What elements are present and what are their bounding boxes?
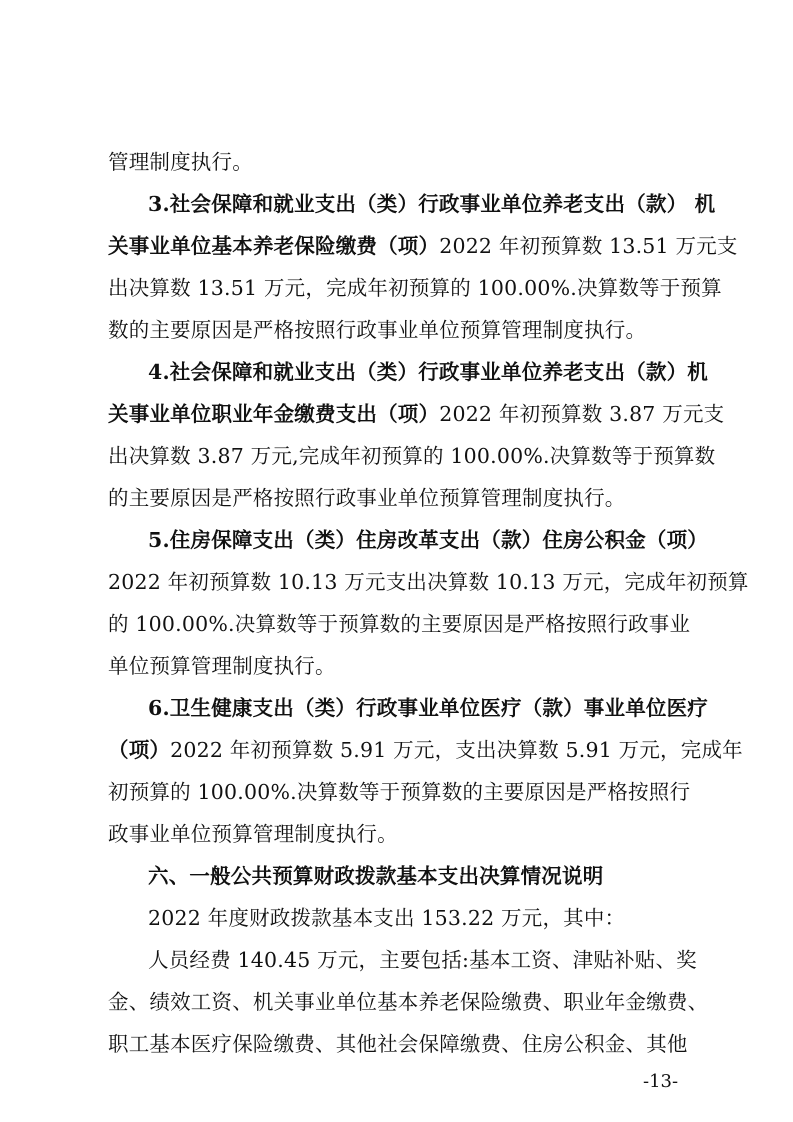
page-number: -13- xyxy=(643,1071,679,1092)
item-4-heading-line xyxy=(148,358,708,386)
item-3-heading-line xyxy=(148,190,716,218)
item-4-heading-cont: 关事业单位职业年金缴费支出（项） xyxy=(108,402,440,426)
item-6-heading-cont: （项） xyxy=(108,738,171,762)
body-text: 单位预算管理制度执行。 xyxy=(108,654,336,678)
item-3-line xyxy=(108,232,738,260)
item-5-line xyxy=(108,652,698,680)
body-text: 2022 年初预算数 3.87 万元支 xyxy=(439,402,725,426)
body-text: 2022 年初预算数 5.91 万元，支出决算数 5.91 万元，完成年 xyxy=(170,738,743,762)
personnel-expense-line xyxy=(108,988,709,1016)
body-text: 出决算数 13.51 万元，完成年初预算的 100.00%.决算数等于预算 xyxy=(108,276,722,300)
body-text: 出决算数 3.87 万元,完成年初预算的 100.00%.决算数等于预算数 xyxy=(108,444,716,468)
item-4-line xyxy=(108,400,725,428)
item-5-line xyxy=(108,568,749,596)
body-text: 管理制度执行。 xyxy=(108,150,253,174)
item-5-heading-line xyxy=(148,526,708,554)
body-text: 政事业单位预算管理制度执行。 xyxy=(108,822,398,846)
section-6-heading-line xyxy=(148,862,698,890)
text-line xyxy=(108,148,698,176)
body-text: 数的主要原因是严格按照行政事业单位预算管理制度执行。 xyxy=(108,318,647,342)
item-6-heading-line xyxy=(148,694,708,722)
personnel-expense-line xyxy=(148,946,698,974)
body-text: 2022 年度财政拨款基本支出 153.22 万元，其中： xyxy=(148,906,626,930)
item-4-line xyxy=(108,484,698,512)
body-text: 金、绩效工资、机关事业单位基本养老保险缴费、职业年金缴费、 xyxy=(108,990,709,1014)
item-3-heading-cont: 关事业单位基本养老保险缴费（项） xyxy=(108,234,440,258)
body-text: 2022 年初预算数 13.51 万元支 xyxy=(439,234,738,258)
item-6-line xyxy=(108,820,698,848)
item-4-heading: 4.社会保障和就业支出（类）行政事业单位养老支出（款）机 xyxy=(148,360,708,384)
body-text: 初预算的 100.00%.决算数等于预算数的主要原因是严格按照行 xyxy=(108,780,691,804)
body-text: 人员经费 140.45 万元，主要包括:基本工资、津贴补贴、奖 xyxy=(148,948,697,972)
item-6-line xyxy=(108,778,698,806)
item-3-line xyxy=(108,274,722,302)
item-3-heading: 3.社会保障和就业支出（类）行政事业单位养老支出（款） 机 xyxy=(148,192,716,216)
body-text: 2022 年初预算数 10.13 万元支出决算数 10.13 万元，完成年初预算 xyxy=(108,570,749,594)
item-5-line xyxy=(108,610,698,638)
item-6-line xyxy=(108,736,743,764)
basic-expense-summary-line xyxy=(148,904,698,932)
item-3-line xyxy=(108,316,698,344)
body-text: 的 100.00%.决算数等于预算数的主要原因是严格按照行政事业 xyxy=(108,612,691,636)
personnel-expense-line xyxy=(108,1030,698,1058)
item-6-heading: 6.卫生健康支出（类）行政事业单位医疗（款）事业单位医疗 xyxy=(148,696,708,720)
body-text: 职工基本医疗保险缴费、其他社会保障缴费、住房公积金、其他 xyxy=(108,1032,688,1056)
item-4-line xyxy=(108,442,716,470)
section-6-heading: 六、一般公共预算财政拨款基本支出决算情况说明 xyxy=(148,864,604,888)
body-text: 的主要原因是严格按照行政事业单位预算管理制度执行。 xyxy=(108,486,626,510)
item-5-heading: 5.住房保障支出（类）住房改革支出（款）住房公积金（项） xyxy=(148,528,708,552)
